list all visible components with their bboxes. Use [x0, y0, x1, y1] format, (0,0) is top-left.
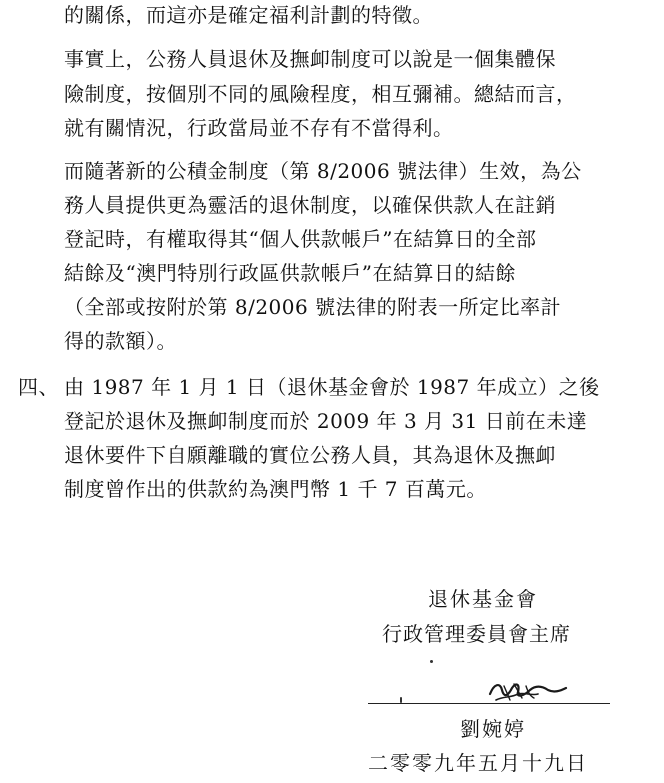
point-4-line-4: 制度曾作出的供款約為澳門幣 1 千 7 百萬元。 — [64, 477, 487, 501]
paragraph-1-line-1: 事實上，公務人員退休及撫卹制度可以說是一個集體保 — [64, 47, 556, 71]
point-4-line-3: 退休要件下自願離職的實位公務人員，其為退休及撫卹 — [64, 443, 556, 467]
signature-date: 二零零九年五月十九日 — [368, 751, 588, 775]
point-4-line-2: 登記於退休及撫卹制度而於 2009 年 3 月 31 日前在未達 — [64, 409, 588, 433]
paragraph-2-line-1: 而隨著新的公積金制度（第 8/2006 號法律）生效，為公 — [64, 159, 582, 183]
signature-org: 退休基金會 — [428, 587, 538, 611]
paragraph-1-line-3: 就有關情況，行政當局並不存有不當得利。 — [64, 116, 454, 140]
paragraph-2-line-3: 登記時，有權取得其“個人供款帳戶”在結算日的全部 — [64, 227, 537, 251]
signatory-name: 劉婉婷 — [460, 717, 526, 741]
signature-line — [368, 703, 610, 704]
signature-title: 行政管理委員會主席 — [382, 622, 571, 646]
stray-mark — [430, 660, 433, 663]
paragraph-2-line-4: 結餘及“澳門特別行政區供款帳戶”在結算日的結餘 — [64, 261, 516, 285]
paragraph-0-line-1: 的關係，而這亦是確定福利計劃的特徵。 — [64, 3, 433, 27]
paragraph-1-line-2: 險制度，按個別不同的風險程度，相互彌補。總結而言， — [64, 82, 577, 106]
handwritten-signature — [392, 672, 572, 706]
paragraph-2-line-6: 得的款額）。 — [64, 329, 177, 353]
point-4-line-1: 由 1987 年 1 月 1 日（退休基金會於 1987 年成立）之後 — [64, 375, 600, 399]
paragraph-2-line-2: 務人員提供更為靈活的退休制度，以確保供款人在註銷 — [64, 193, 556, 217]
list-marker-4: 四、 — [18, 375, 59, 399]
paragraph-2-line-5: （全部或按附於第 8/2006 號法律的附表一所定比率計 — [64, 295, 562, 319]
